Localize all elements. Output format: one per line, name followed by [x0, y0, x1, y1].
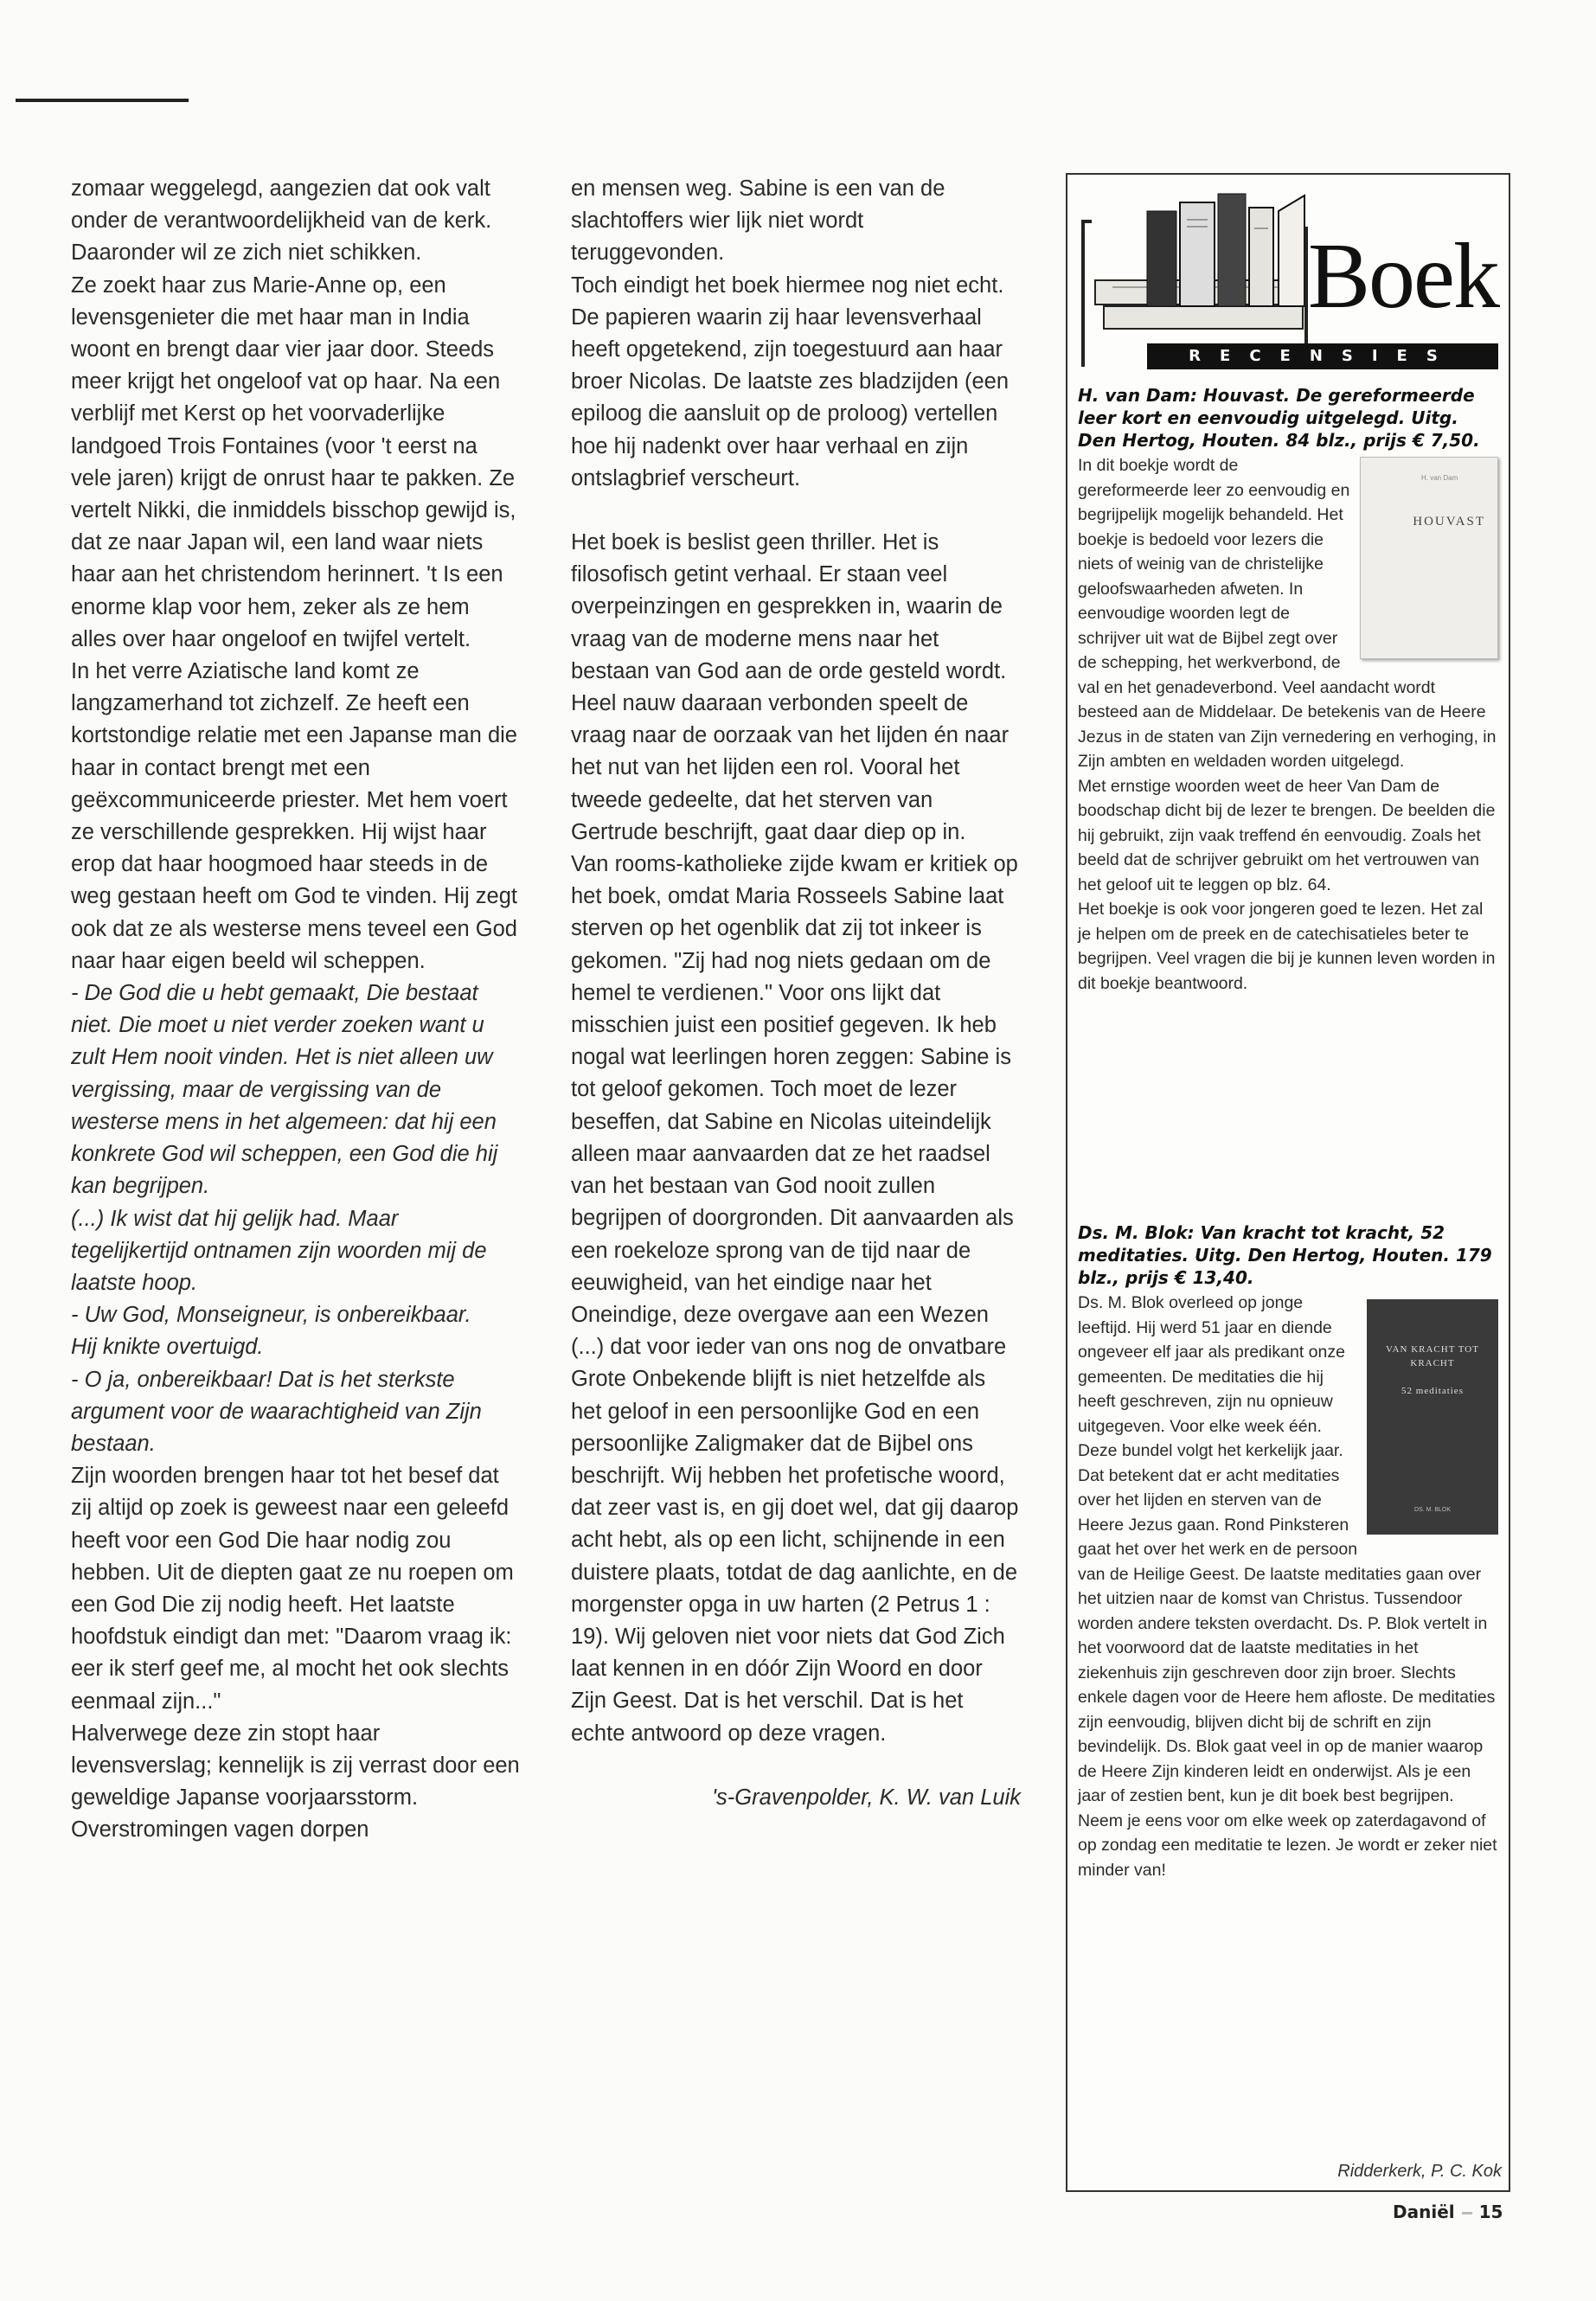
magazine-name: Daniël [1393, 2202, 1455, 2222]
review-van-kracht-tot-kracht [1078, 1221, 1498, 1882]
cover-title-text: VAN KRACHT TOT KRACHT [1386, 1344, 1479, 1368]
article-paragraph: zomaar weggelegd, aangezien dat ook valt onder de verantwoordelijkheid van de kerk. Daaronder wil ze zich niet schikken. [71, 176, 492, 266]
article-paragraph: - O ja, onbereikbaar! Dat is het sterkste argument voor de waarachtigheid van Zijn bestaan. [71, 1367, 482, 1456]
cover-author: H. van Dam [1421, 474, 1458, 482]
article-column-2 [571, 173, 1021, 1814]
review-paragraph: Het boekje is ook voor jongeren goed te lezen. Het zal je helpen om de preek en de catechisatieles beter te begrijpen. Veel vragen die bij je kunnen leven worden in dit boekje beantwoord. [1078, 900, 1496, 993]
article-paragraph: Hij knikte overtuigd. [71, 1335, 264, 1360]
boek-recensies-banner [1078, 185, 1498, 380]
cover-subtitle: 52 meditaties [1401, 1386, 1464, 1396]
article-paragraph: Ze zoekt haar zus Marie-Anne op, een levensgenieter die met haar man in India woont en brengt daar vier jaar door. Steeds meer krijgt het ongeloof vat op haar. Na een verblijf met Kerst op het voorvaderlijke landgoed Trois Fontaines (voor 't eerst na vele jaren) krijgt de onrust haar te pakken. Ze vertelt Nikki, die inmiddels bisschop gewijd is, dat ze naar Japan wil, een land waar niets haar aan het christendom herinnert. 't Is een enorme klap voor hem, zeker als ze hem alles over haar ongeloof en twijfel vertelt. [71, 272, 516, 651]
reviewer-signature: Ridderkerk, P. C. Kok [1337, 2162, 1502, 2181]
van-kracht-book-cover [1367, 1299, 1498, 1535]
review-houvast [1078, 384, 1498, 996]
article-column-1 [71, 173, 521, 1847]
article-paragraph: Zijn woorden brengen haar tot het besef dat zij altijd op zoek is geweest naar een geleefd heeft voor een God Die haar nodig zou hebben. Uit de diepten gaat ze nu roepen om een God Die zij nodig heeft. Het laatste hoofdstuk eindigt dan met: "Daarom vraag ik: eer ik sterf geef me, al mocht het ook slechts eenmaal zijn..." [71, 1464, 514, 1714]
review-paragraph: Ds. M. Blok overleed op jonge leeftijd. Hij werd 51 jaar en diende ongeveer elf jaar als predikant onze gemeenten. De meditaties die hij heeft geschreven, zijn nu opnieuw uitgegeven. Voor elke week één. Deze bundel volgt het kerkelijk jaar. Dat betekent dat er acht meditaties over het lijden en sterven van de Heere Jezus gaan. Rond Pinksteren gaat het over het werk en de persoon van de Heilige Geest. De laatste meditaties gaan over het uitzien naar de komst van Christus. Tussendoor worden andere teksten overdacht. Ds. P. Blok vertelt in het voorwoord dat de laatste meditaties in het ziekenhuis zijn geschreven door zijn broer. Slechts enkele dagen voor de Heere hem afloste. De meditaties zijn eenvoudig, blijven dicht bij de schrift en zijn bevindelijk. Ds. Blok gaat veel in op de manier waarop de Heere Zijn kinderen leidt en onderwijst. Als je een jaar of zestien bent, kun je dit boek best begrijpen. Neem je eens voor om elke week op zaterdagavond of op zondag een meditatie te lezen. Je wordt er zeker niet minder van! [1078, 1293, 1497, 1880]
article-paragraph: - De God die u hebt gemaakt, Die bestaat niet. Die moet u niet verder zoeken want u zult Hem nooit vinden. Het is niet alleen uw vergissing, maar de vergissing van de westerse mens in het algemeen: dat hij een konkrete God wil scheppen, een God die hij kan begrijpen. [71, 981, 498, 1199]
houvast-book-cover [1360, 457, 1498, 659]
article-paragraph: In het verre Aziatische land komt ze langzamerhand tot zichzelf. Ze heeft een kortstondige relatie met een Japanse man die haar in contact brengt met een geëxcommuniceerde priester. Met hem voert ze verschillende gesprekken. Hij wijst haar erop dat haar hoogmoed haar steeds in de weg gestaan heeft om God te vinden. Hij zegt ook dat ze als westerse mens teveel een God naar haar eigen beeld wil scheppen. [71, 659, 517, 973]
review-paragraph: Met ernstige woorden weet de heer Van Dam de boodschap dicht bij de lezer te brengen. De beelden die hij gebruikt, zijn vaak treffend én eenvoudig. Zoals het beeld dat de schrijver gebruikt om het vertrouwen van het geloof uit te leggen op blz. 64. [1078, 776, 1496, 894]
review-heading: H. van Dam: Houvast. De gereformeerde leer kort en eenvoudig uitgelegd. Uitg. Den Hertog, Houten. 84 blz., prijs € 7,50. [1078, 385, 1480, 451]
cover-title: HOUVAST [1413, 515, 1485, 529]
cover-author: DS. M. BLOK [1413, 1506, 1451, 1513]
article-paragraph: - Uw God, Monseigneur, is onbereikbaar. [71, 1303, 471, 1328]
review-heading: Ds. M. Blok: Van kracht tot kracht, 52 meditaties. Uitg. Den Hertog, Houten. 179 blz., prijs € 13,40. [1078, 1222, 1492, 1288]
article-paragraph: Het boek is beslist geen thriller. Het is filosofisch getint verhaal. Er staan veel overpeinzingen en gesprekken in, waarin de vraag van de moderne mens naar het bestaan van God aan de orde gesteld wordt. Heel nauw daaraan verbonden speelt de vraag naar de oorzaak van het lijden én naar het nut van het lijden een rol. Vooral het tweede gedeelte, dat het sterven van Gertrude beschrijft, gaat daar diep op in. [571, 530, 1010, 844]
article-paragraph: (...) Ik wist dat hij gelijk had. Maar tegelijkertijd ontnamen zijn woorden mij de laatste hoop. [71, 1206, 487, 1295]
cover-title [1367, 1343, 1498, 1398]
top-rule [16, 99, 189, 102]
page-footer [1393, 2202, 1503, 2222]
banner-title: Boek [1308, 225, 1498, 328]
author-signature: 's-Gravenpolder, K. W. van Luik [712, 1785, 1021, 1810]
paragraph-gap [571, 495, 1021, 527]
footer-separator [1462, 2212, 1472, 2214]
article-paragraph: Halverwege deze zin stopt haar levensverslag; kennelijk is zij verrast door een geweldige Japanse voorjaarsstorm. Overstromingen vagen dorpen [71, 1721, 520, 1843]
article-paragraph: Toch eindigt het boek hiermee nog niet echt. De papieren waarin zij haar levensverhaal heeft opgetekend, zijn toegestuurd aan haar broer Nicolas. De laatste zes bladzijden (een epiloog die aansluit op de proloog) vertellen hoe hij nadenkt over haar verhaal en zijn ontslagbrief verscheurt. [571, 272, 1010, 490]
banner-subtitle: RECENSIES [1147, 343, 1498, 369]
book-reviews-sidebar [1066, 173, 1510, 2192]
article-paragraph: en mensen weg. Sabine is een van de slachtoffers wier lijk niet wordt teruggevonden. [571, 176, 945, 266]
review-paragraph: In dit boekje wordt de gereformeerde leer zo eenvoudig en begrijpelijk mogelijk behandeld. Het boekje is bedoeld voor lezers die niets of weinig van de christelijke geloofswaarheden afweten. In eenvoudige woorden legt de schrijver uit wat de Bijbel zegt over de schepping, het werkverbond, de val en het genadeverbond. Veel aandacht wordt besteed aan de Middelaar. De betekenis van de Heere Jezus in de staten van Zijn vernedering en verhoging, in Zijn ambten en weldaden worden uitgelegd. [1078, 456, 1497, 771]
article-paragraph: Van rooms-katholieke zijde kwam er kritiek op het boek, omdat Maria Rosseels Sabine laat sterven op het ogenblik dat zij tot inkeer is gekomen. "Zij had nog niets gedaan om de hemel te verdienen." Voor ons lijkt dat misschien juist een positief gegeven. Ik heb nogal wat leerlingen horen zeggen: Sabine is tot geloof gekomen. Toch moet de lezer beseffen, dat Sabine en Nicolas uiteindelijk alleen maar aanvaarden dat ze het raadsel van het bestaan van God nooit zullen begrijpen of doorgronden. Dit aanvaarden als een roekeloze sprong van de tijd naar de eeuwigheid, van het eindige naar het Oneindige, deze overgave aan een Wezen (...) dat voor ieder van ons nog de onvatbare Grote Onbekende blijft is niet hetzelfde als het geloof in een persoonlijke God en een persoonlijke Zaligmaker dat de Bijbel ons beschrijft. Wij hebben het profetische woord, dat zeer vast is, en gij doet wel, dat gij daarop acht hebt, als op een licht, schijnende in een duistere plaats, totdat de dag aanlichte, en de morgenster opga in uw harten (2 Petrus 1 : 19). Wij geloven niet voor niets dat God Zich laat kennen in en dóór Zijn Woord en door Zijn Geest. Dat is het verschil. Dat is het echte antwoord op deze vragen. [571, 852, 1019, 1746]
page-number: 15 [1478, 2202, 1503, 2222]
